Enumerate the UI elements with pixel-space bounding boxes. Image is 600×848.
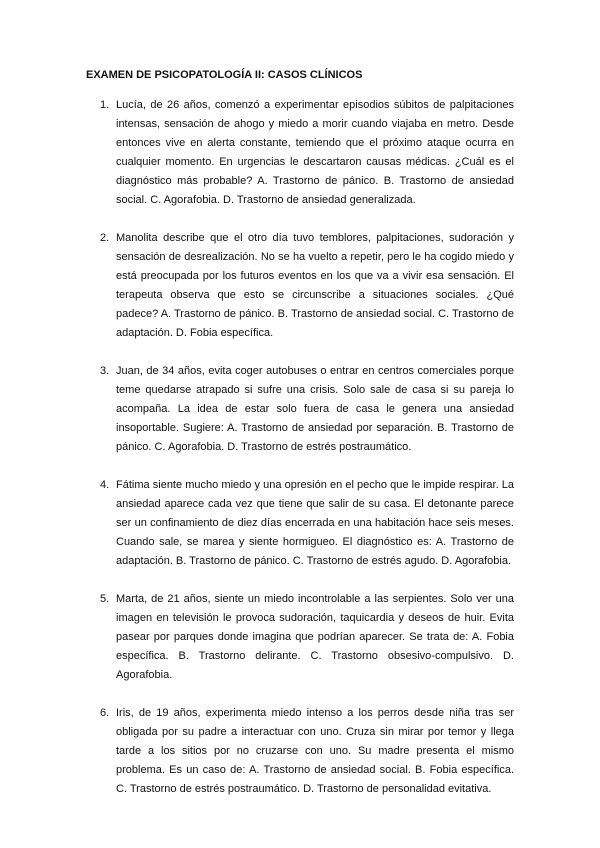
case-item-4: [86, 476, 514, 571]
case-number: 2.: [100, 232, 110, 244]
case-item-2: [86, 229, 514, 343]
case-text: Lucía, de 26 años, comenzó a experimentar episodios súbitos de palpitaciones intensas, sensación de ahogo y miedo a morir cuando viajaba en metro. Desde entonces vive en alerta constante, temiendo que el próximo ataque ocurra en cualquier momento. En urgencias le descartaron causas médicas. ¿Cuál es el diagnóstico más probable? A. Trastorno de pánico. B. Trastorno de ansiedad social. C. Agorafobia. D. Trastorno de ansiedad generalizada.: [116, 99, 514, 206]
case-item-3: [86, 362, 514, 457]
case-number: 4.: [100, 479, 110, 491]
document-title: EXAMEN DE PSICOPATOLOGÍA II: CASOS CLÍNICOS: [86, 69, 363, 81]
case-text: Fátima siente mucho miedo y una opresión en el pecho que le impide respirar. La ansiedad aparece cada vez que tiene que salir de su casa. El detonante parece ser un confinamiento de diez días encerrada en una habitación hace seis meses. Cuando sale, se marea y siente hormigueo. El diagnóstico es: A. Trastorno de adaptación. B. Trastorno de pánico. C. Trastorno de estrés agudo. D. Agorafobia.: [116, 479, 514, 567]
case-list: [86, 96, 514, 799]
case-number: 5.: [100, 593, 110, 605]
case-item-5: [86, 590, 514, 685]
case-text: Juan, de 34 años, evita coger autobuses o entrar en centros comerciales porque teme quedarse atrapado si sufre una crisis. Solo sale de casa si su pareja lo acompaña. La idea de estar solo fuera de casa le genera una ansiedad insoportable. Sugiere: A. Trastorno de ansiedad por separación. B. Trastorno de pánico. C. Agorafobia. D. Trastorno de estrés postraumático.: [116, 365, 514, 453]
case-number: 6.: [100, 707, 110, 719]
case-text: Manolita describe que el otro día tuvo temblores, palpitaciones, sudoración y sensación de desrealización. No se ha vuelto a repetir, pero le ha cogido miedo y está preocupada por los futuros eventos en los que va a vivir esa sensación. El terapeuta observa que esto se circunscribe a situaciones sociales. ¿Qué padece? A. Trastorno de pánico. B. Trastorno de ansiedad social. C. Trastorno de adaptación. D. Fobia específica.: [116, 232, 514, 339]
case-number: 3.: [100, 365, 110, 377]
case-text: Iris, de 19 años, experimenta miedo intenso a los perros desde niña tras ser obligada por su padre a interactuar con uno. Cruza sin mirar por temor y llega tarde a los sitios por no cruzarse con uno. Su madre presenta el mismo problema. Es un caso de: A. Trastorno de ansiedad social. B. Fobia específica. C. Trastorno de estrés postraumático. D. Trastorno de personalidad evitativa.: [116, 707, 514, 795]
case-text: Marta, de 21 años, siente un miedo incontrolable a las serpientes. Solo ver una imagen en televisión le provoca sudoración, taquicardia y deseos de huir. Evita pasear por parques donde imagina que podrían aparecer. Se trata de: A. Fobia específica. B. Trastorno delirante. C. Trastorno obsesivo-compulsivo. D. Agorafobia.: [116, 593, 514, 681]
case-number: 1.: [100, 99, 110, 111]
case-item-1: [86, 96, 514, 210]
case-item-6: [86, 704, 514, 799]
